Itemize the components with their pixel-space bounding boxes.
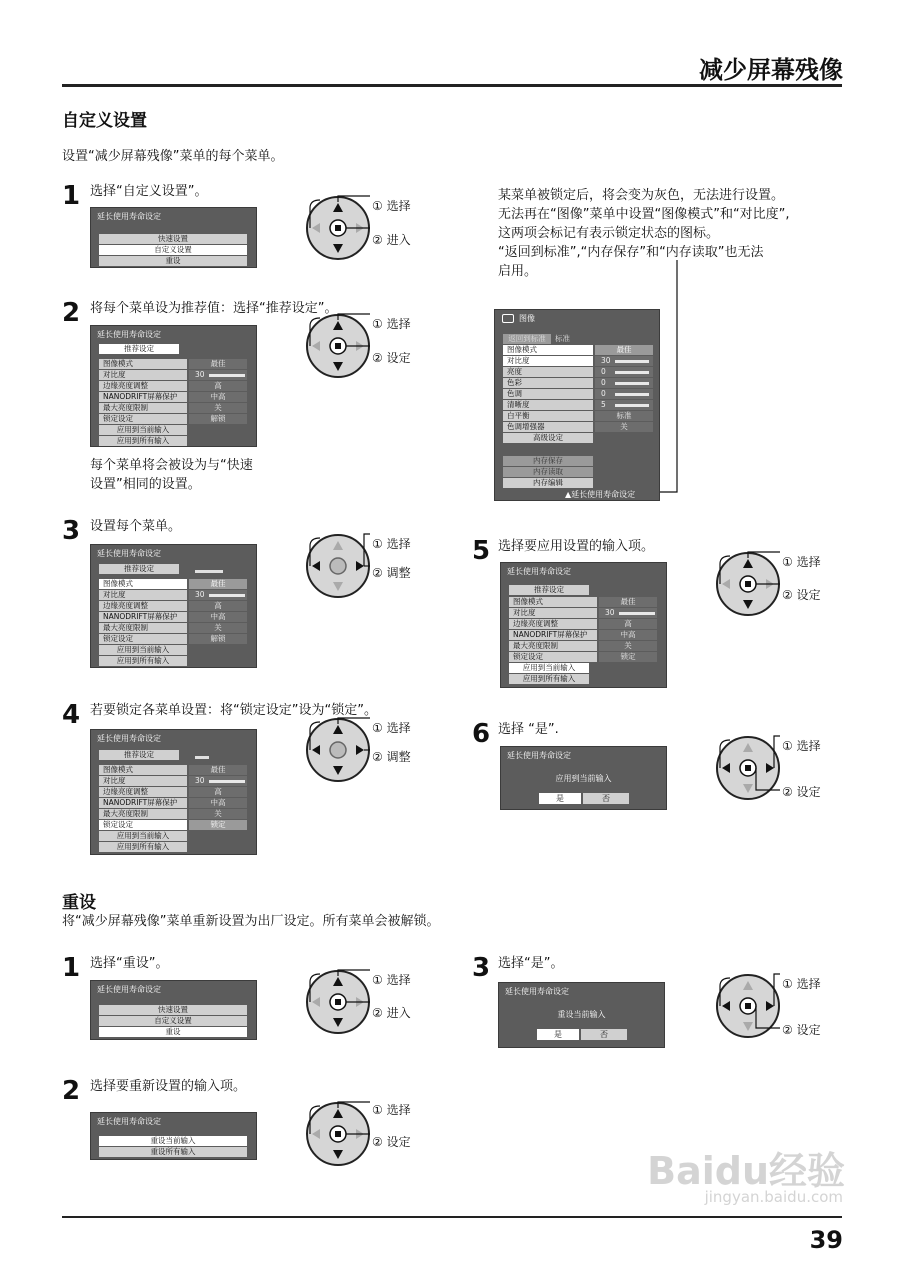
menu-lifetime-step5 — [500, 562, 667, 688]
menu-value[interactable]: 解锁 — [189, 414, 247, 424]
step2-note-line1: 每个菜单将会被设为与“快速 — [90, 458, 253, 473]
menu-label: 对比度 — [99, 370, 187, 380]
section-intro-custom: 设置“减少屏幕残像”菜单的每个菜单。 — [62, 149, 284, 164]
menu-value[interactable]: 高 — [189, 381, 247, 391]
menu-value[interactable]: 高 — [599, 619, 657, 629]
footer-label: 延长使用寿命设定 — [571, 490, 636, 499]
lock-note-line1: 某菜单被锁定后，将会变为灰色，无法进行设置。 — [498, 188, 785, 203]
apply-current-button[interactable]: 应用到当前输入 — [99, 831, 187, 841]
dialog-message: 应用到当前输入 — [555, 774, 612, 783]
lock-note-line3: 这两项会标记有表示锁定状态的图标。 — [498, 226, 720, 241]
menu-title: 延长使用寿命设定 — [505, 987, 569, 996]
lock-icon: ▲ — [565, 490, 572, 499]
menu-label: 对比度 — [99, 776, 187, 786]
setting-indicator — [195, 570, 223, 573]
menu-value[interactable]: 解锁 — [189, 634, 247, 644]
menu-label: 最大亮度限制 — [99, 623, 187, 633]
pm-label: 白平衡 — [503, 411, 593, 421]
lock-note-line2: 无法再在“图像”菜单中设置“图像模式”和“对比度”, — [498, 207, 790, 222]
menu-title: 延长使用寿命设定 — [97, 330, 161, 339]
menu-label: NANODRIFT屏幕保护 — [99, 798, 187, 808]
menu-item-quick[interactable]: 快速设置 — [99, 1005, 247, 1015]
menu-value[interactable]: 关 — [189, 623, 247, 633]
menu-value-selected[interactable]: 锁定 — [189, 820, 247, 830]
remote-label-enter: ② 进入 — [372, 1006, 411, 1020]
no-button[interactable]: 否 — [581, 1029, 627, 1040]
recommend-button[interactable]: 推荐设定 — [99, 750, 179, 760]
pm-label: 色调 — [503, 389, 593, 399]
mem-load-button[interactable]: 内存读取 — [503, 467, 593, 477]
apply-confirm-dialog — [500, 746, 667, 810]
pm-label: 清晰度 — [503, 400, 593, 410]
apply-current-button[interactable]: 应用到当前输入 — [509, 663, 589, 673]
step-number: 4 — [62, 700, 81, 730]
page-title: 减少屏幕残像 — [699, 56, 843, 84]
menu-lifetime-reset-step2 — [90, 1112, 257, 1160]
menu-value[interactable]: 中高 — [189, 612, 247, 622]
remote-control-select-set — [710, 728, 860, 800]
menu-label: 锁定设定 — [99, 820, 187, 830]
section-intro-reset: 将“减少屏幕残像”菜单重新设置为出厂设定。所有菜单会被解锁。 — [62, 914, 440, 929]
remote-control-select-adjust — [300, 526, 450, 598]
menu-label: 边缘亮度调整 — [99, 601, 187, 611]
menu-value[interactable]: 30 — [599, 608, 657, 618]
menu-value[interactable]: 关 — [189, 809, 247, 819]
standard-label: 标准 — [555, 334, 570, 343]
remote-label-select: ① 选择 — [782, 555, 821, 569]
section-heading-custom: 自定义设置 — [62, 111, 147, 131]
menu-label: 最大亮度限制 — [99, 809, 187, 819]
back-to-standard-button[interactable]: 返回到标准 — [503, 334, 551, 344]
mem-edit-button[interactable]: 内存编辑 — [503, 478, 593, 488]
remote-control-select-set — [300, 1094, 450, 1166]
step-text: 选择“是”。 — [498, 956, 564, 971]
picture-menu-title: 图像 — [519, 314, 535, 323]
remote-control-select-enter — [300, 962, 450, 1034]
menu-value-selected[interactable]: 最佳 — [189, 579, 247, 589]
step-number: 6 — [472, 719, 491, 749]
remote-label-select: ① 选择 — [782, 977, 821, 991]
remote-control-select-set — [710, 966, 860, 1038]
menu-lifetime-step3 — [90, 544, 257, 668]
menu-label: 图像模式 — [99, 359, 187, 369]
step-text: 选择“自定义设置”。 — [90, 184, 208, 199]
title-rule — [62, 84, 842, 87]
menu-title: 延长使用寿命设定 — [507, 567, 571, 576]
remote-label-adjust: ② 调整 — [372, 566, 411, 580]
menu-value[interactable]: 30 — [189, 370, 247, 380]
pm-value[interactable]: 5 — [595, 400, 653, 410]
contrast-slider[interactable] — [209, 780, 245, 783]
remote-label-set: ② 设定 — [372, 351, 411, 365]
remote-label-select: ① 选择 — [372, 1103, 411, 1117]
step-number: 3 — [472, 953, 491, 983]
remote-label-set: ② 设定 — [782, 1023, 821, 1037]
menu-title: 延长使用寿命设定 — [97, 549, 161, 558]
yes-button[interactable]: 是 — [539, 793, 581, 804]
apply-all-button[interactable]: 应用到所有输入 — [99, 436, 187, 446]
remote-label-set: ② 设定 — [782, 588, 821, 602]
remote-label-enter: ② 进入 — [372, 233, 411, 247]
menu-label: 边缘亮度调整 — [99, 787, 187, 797]
step-text: 选择“重设”。 — [90, 956, 169, 971]
watermark-logo: Baidu经验 — [647, 1149, 845, 1193]
menu-title: 延长使用寿命设定 — [97, 985, 161, 994]
pm-label: 色调增强器 — [503, 422, 593, 432]
step-text: 选择要重新设置的输入项。 — [90, 1079, 247, 1094]
apply-all-button[interactable]: 应用到所有输入 — [509, 674, 589, 684]
menu-value[interactable]: 最佳 — [189, 359, 247, 369]
menu-value[interactable]: 关 — [189, 403, 247, 413]
step-text: 若要锁定各菜单设置：将“锁定设定”设为“锁定”。 — [90, 703, 377, 718]
menu-lifetime-reset-step1 — [90, 980, 257, 1040]
recommend-button[interactable]: 推荐设定 — [99, 344, 179, 354]
dialog-message: 重设当前输入 — [557, 1010, 606, 1019]
menu-label: NANODRIFT屏幕保护 — [99, 612, 187, 622]
menu-label: 对比度 — [99, 590, 187, 600]
section-heading-reset: 重设 — [62, 893, 96, 913]
step-number: 2 — [62, 1076, 81, 1106]
menu-item-reset[interactable]: 重设 — [99, 1027, 247, 1037]
remote-label-set: ② 设定 — [372, 1135, 411, 1149]
menu-title: 延长使用寿命设定 — [97, 734, 161, 743]
remote-label-select: ① 选择 — [782, 739, 821, 753]
apply-all-button[interactable]: 应用到所有输入 — [99, 656, 187, 666]
menu-value[interactable]: 中高 — [189, 392, 247, 402]
menu-label: NANODRIFT屏幕保护 — [509, 630, 597, 640]
menu-label: 锁定设定 — [99, 414, 187, 424]
remote-control-select-enter — [300, 188, 450, 260]
reset-all-button[interactable]: 重设所有输入 — [99, 1147, 247, 1157]
remote-label-select: ① 选择 — [372, 537, 411, 551]
pm-value[interactable]: 0 — [595, 367, 653, 377]
menu-value[interactable]: 锁定 — [599, 652, 657, 662]
remote-control-select-set — [300, 306, 450, 378]
menu-label: 边缘亮度调整 — [99, 381, 187, 391]
pm-label: 色彩 — [503, 378, 593, 388]
pm-value[interactable]: 0 — [595, 378, 653, 388]
menu-lifetime-step2 — [90, 325, 257, 447]
menu-item-quick[interactable]: 快速设置 — [99, 234, 247, 244]
bottom-rule — [62, 1216, 842, 1218]
pm-value-locked[interactable]: 最佳 — [595, 345, 653, 355]
mem-save-button[interactable]: 内存保存 — [503, 456, 593, 466]
apply-current-button[interactable]: 应用到当前输入 — [99, 645, 187, 655]
menu-value[interactable]: 中高 — [189, 798, 247, 808]
step-number: 2 — [62, 298, 81, 328]
recommend-button[interactable]: 推荐设定 — [99, 564, 179, 574]
recommend-button[interactable]: 推荐设定 — [509, 585, 589, 595]
remote-label-set: ② 设定 — [782, 785, 821, 799]
step-text: 设置每个菜单。 — [90, 519, 182, 534]
menu-label: 图像模式 — [509, 597, 597, 607]
contrast-slider[interactable] — [209, 594, 245, 597]
advanced-button[interactable]: 高级设定 — [503, 433, 593, 443]
remote-label-select: ① 选择 — [372, 721, 411, 735]
remote-label-adjust: ② 调整 — [372, 750, 411, 764]
menu-value[interactable]: 30 — [189, 590, 247, 600]
callout-connector — [640, 260, 690, 500]
menu-item-custom[interactable]: 自定义设置 — [99, 1016, 247, 1026]
menu-title: 延长使用寿命设定 — [507, 751, 571, 760]
yes-button[interactable]: 是 — [537, 1029, 579, 1040]
page-number: 39 — [809, 1226, 843, 1254]
menu-label: 边缘亮度调整 — [509, 619, 597, 629]
reset-confirm-dialog — [498, 982, 665, 1048]
menu-label: 图像模式 — [99, 765, 187, 775]
step-number: 1 — [62, 181, 81, 211]
watermark-url: jingyan.baidu.com — [704, 1188, 843, 1206]
pm-value[interactable]: 关 — [595, 422, 653, 432]
apply-current-button[interactable]: 应用到当前输入 — [99, 425, 187, 435]
pm-value[interactable]: 30 — [595, 356, 653, 366]
setting-indicator — [195, 756, 209, 759]
step-text: 将每个菜单设为推荐值：选择“推荐设定”。 — [90, 301, 338, 316]
pm-value[interactable]: 标准 — [595, 411, 653, 421]
remote-control-select-adjust — [300, 710, 450, 782]
step-text: 选择 “是”. — [498, 722, 559, 737]
menu-label: NANODRIFT屏幕保护 — [99, 392, 187, 402]
step-number: 1 — [62, 953, 81, 983]
pm-value[interactable]: 0 — [595, 389, 653, 399]
menu-label: 图像模式 — [99, 579, 187, 589]
remote-label-select: ① 选择 — [372, 973, 411, 987]
contrast-slider[interactable] — [619, 612, 655, 615]
remote-control-select-set — [710, 544, 860, 616]
contrast-slider[interactable] — [209, 374, 245, 377]
step2-note-line2: 设置”相同的设置。 — [90, 477, 201, 492]
picture-menu — [494, 309, 660, 501]
menu-item-custom[interactable]: 自定义设置 — [99, 245, 247, 255]
lock-note-line4: “返回到标准”,“内存保存”和“内存读取”也无法 — [498, 245, 764, 260]
menu-value[interactable]: 中高 — [599, 630, 657, 640]
step-number: 5 — [472, 536, 491, 566]
remote-label-select: ① 选择 — [372, 317, 411, 331]
menu-item-reset[interactable]: 重设 — [99, 256, 247, 266]
menu-label: 对比度 — [509, 608, 597, 618]
apply-all-button[interactable]: 应用到所有输入 — [99, 842, 187, 852]
no-button[interactable]: 否 — [583, 793, 629, 804]
pm-label: 亮度 — [503, 367, 593, 377]
step-text: 选择要应用设置的输入项。 — [498, 539, 655, 554]
menu-label: 最大亮度限制 — [99, 403, 187, 413]
menu-value[interactable]: 关 — [599, 641, 657, 651]
menu-value[interactable]: 最佳 — [189, 765, 247, 775]
menu-label: 最大亮度限制 — [509, 641, 597, 651]
monitor-icon — [502, 314, 514, 323]
menu-title: 延长使用寿命设定 — [97, 212, 161, 221]
menu-value[interactable]: 30 — [189, 776, 247, 786]
lock-note-line5: 启用。 — [498, 264, 538, 279]
menu-value[interactable]: 最佳 — [599, 597, 657, 607]
menu-label: 锁定设定 — [509, 652, 597, 662]
step-number: 3 — [62, 516, 81, 546]
pm-label: 图像模式 — [503, 345, 593, 355]
menu-lifetime-step1 — [90, 207, 257, 268]
remote-label-select: ① 选择 — [372, 199, 411, 213]
menu-label: 锁定设定 — [99, 634, 187, 644]
menu-title: 延长使用寿命设定 — [97, 1117, 161, 1126]
menu-lifetime-step4 — [90, 729, 257, 855]
menu-value[interactable]: 高 — [189, 601, 247, 611]
pm-label: 对比度 — [503, 356, 593, 366]
reset-current-button[interactable]: 重设当前输入 — [99, 1136, 247, 1146]
menu-value[interactable]: 高 — [189, 787, 247, 797]
